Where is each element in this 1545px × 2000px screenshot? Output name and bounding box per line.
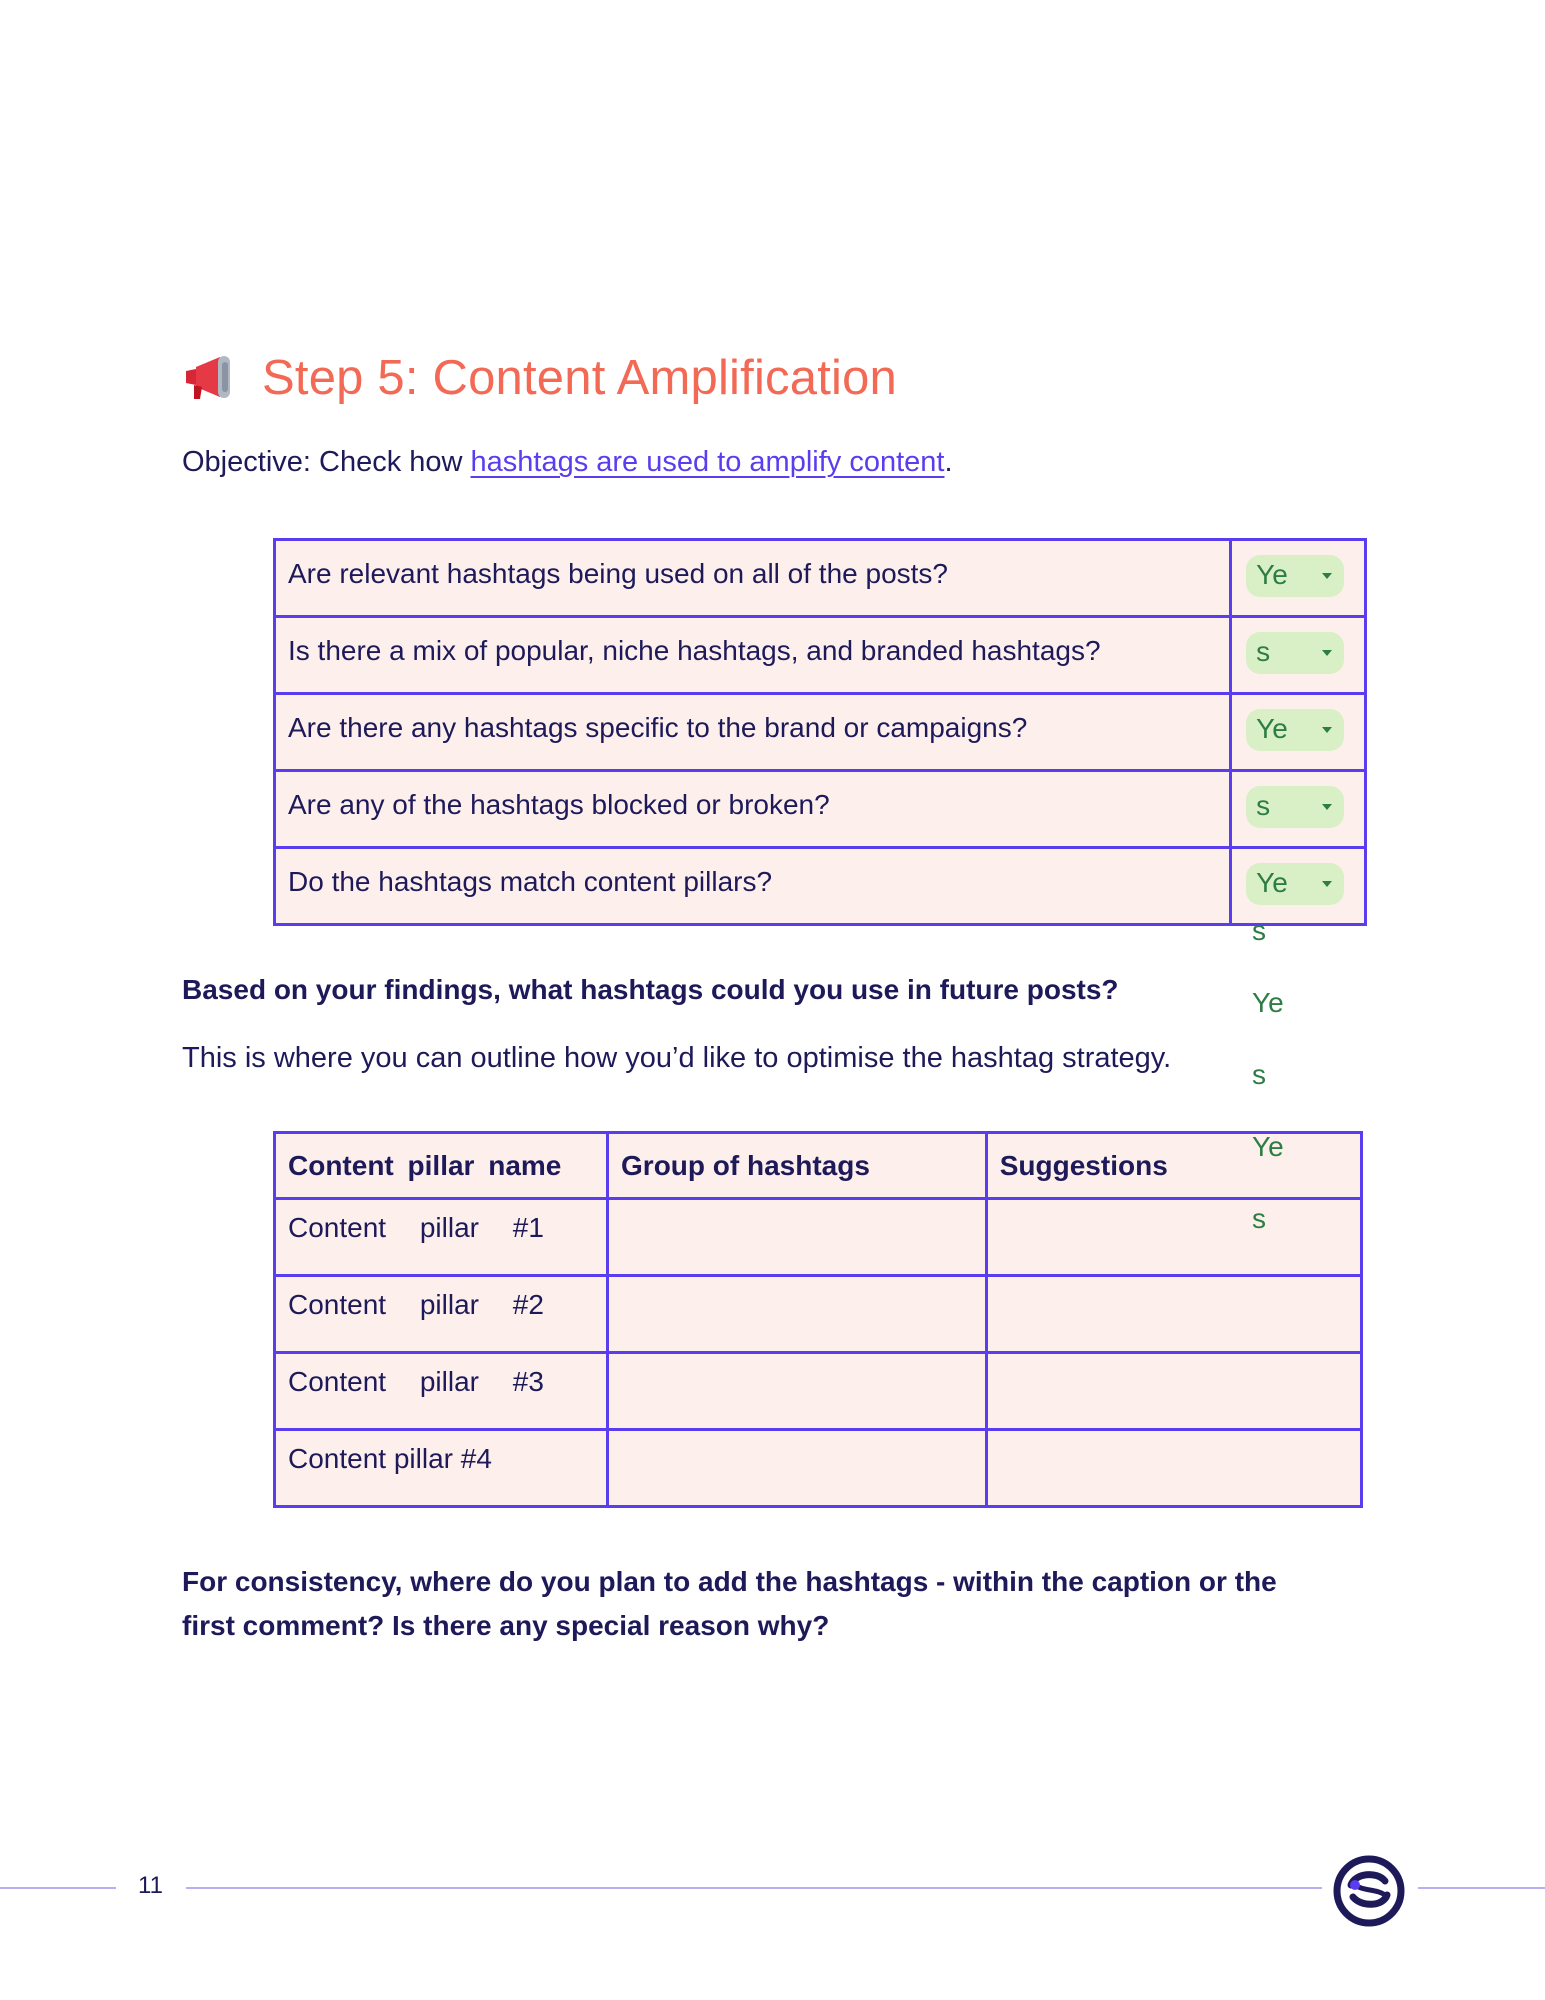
- objective-link[interactable]: hashtags are used to amplify content: [470, 446, 945, 478]
- table-row: [275, 1353, 1362, 1430]
- answer-value: s: [1256, 636, 1271, 667]
- hashtag-group-cell[interactable]: [608, 1353, 987, 1430]
- answer-dropdown[interactable]: [1246, 786, 1344, 828]
- caret-down-icon: [1322, 804, 1332, 810]
- consistency-line-2: first comment? Is there any special reason why?: [182, 1610, 830, 1641]
- checklist-question: Are there any hashtags specific to the brand or campaigns?: [275, 694, 1231, 771]
- pillar-name-cell: Content pillar #3: [275, 1353, 608, 1430]
- hashtag-checklist-table: [273, 538, 1367, 926]
- section-heading: [182, 338, 897, 418]
- suggestions-cell[interactable]: [986, 1353, 1361, 1430]
- suggestions-cell[interactable]: [986, 1276, 1361, 1353]
- table-row: [275, 617, 1366, 694]
- findings-description: This is where you can outline how you’d like to optimise the hashtag strategy.: [182, 1042, 1172, 1074]
- caret-down-icon: [1322, 727, 1332, 733]
- column-header: Content pillar name: [275, 1133, 608, 1199]
- pillar-name-cell: Content pillar #1: [275, 1199, 608, 1276]
- pillar-name-cell: Content pillar #4: [275, 1430, 608, 1507]
- overflow-text: Ye: [1252, 1131, 1284, 1162]
- content-pillars-table: [273, 1131, 1363, 1508]
- suggestions-cell[interactable]: [986, 1430, 1361, 1507]
- column-header: Group of hashtags: [608, 1133, 987, 1199]
- answer-dropdown[interactable]: [1246, 632, 1344, 674]
- checklist-answer-cell: [1231, 617, 1366, 694]
- consistency-question: [182, 1560, 1277, 1648]
- checklist-answer-cell: [1231, 848, 1366, 925]
- hashtag-group-cell[interactable]: [608, 1199, 987, 1276]
- answer-value: Ye: [1256, 867, 1288, 898]
- checklist-question: Are relevant hashtags being used on all of the posts?: [275, 540, 1231, 617]
- checklist-answer-cell: [1231, 694, 1366, 771]
- table-row: [275, 540, 1366, 617]
- table-row: [275, 1430, 1362, 1507]
- caret-down-icon: [1322, 573, 1332, 579]
- table-row: [275, 848, 1366, 925]
- footer-divider: [0, 1887, 116, 1889]
- objective-prefix: Objective: Check how: [182, 446, 471, 478]
- table-row: [275, 694, 1366, 771]
- footer-divider: [186, 1887, 1322, 1889]
- checklist-answer-cell: [1231, 771, 1366, 848]
- objective-line: [182, 446, 953, 479]
- overflow-text: s: [1252, 915, 1266, 946]
- column-header: Suggestions: [986, 1133, 1361, 1199]
- table-row: [275, 1199, 1362, 1276]
- caret-down-icon: [1322, 881, 1332, 887]
- page-number: 11: [138, 1872, 163, 1899]
- suggestions-cell[interactable]: [986, 1199, 1361, 1276]
- page-title: Step 5: Content Amplification: [262, 351, 898, 405]
- checklist-question: Is there a mix of popular, niche hashtags, and branded hashtags?: [275, 617, 1231, 694]
- answer-value: Ye: [1256, 559, 1288, 590]
- hashtag-group-cell[interactable]: [608, 1276, 987, 1353]
- overflow-text: Ye: [1252, 987, 1284, 1018]
- objective-suffix: .: [944, 446, 953, 478]
- checklist-answer-cell: [1231, 540, 1366, 617]
- consistency-line-1: For consistency, where do you plan to add the hashtags - within the caption or the: [182, 1566, 1277, 1597]
- checklist-question: Do the hashtags match content pillars?: [275, 848, 1231, 925]
- findings-question: Based on your findings, what hashtags could you use in future posts?: [182, 974, 1119, 1005]
- checklist-question: Are any of the hashtags blocked or broken?: [275, 771, 1231, 848]
- answer-value: s: [1256, 790, 1271, 821]
- answer-dropdown[interactable]: [1246, 709, 1344, 751]
- overflow-text: s: [1252, 1203, 1266, 1234]
- answer-value: Ye: [1256, 713, 1288, 744]
- brand-logo-icon: [1333, 1855, 1405, 1927]
- table-row: [275, 1276, 1362, 1353]
- table-row: [275, 771, 1366, 848]
- overflow-text: s: [1252, 1059, 1266, 1090]
- pillar-name-cell: Content pillar #2: [275, 1276, 608, 1353]
- megaphone-icon: [182, 353, 238, 403]
- answer-dropdown[interactable]: [1246, 555, 1344, 597]
- hashtag-group-cell[interactable]: [608, 1430, 987, 1507]
- caret-down-icon: [1322, 650, 1332, 656]
- table-header-row: [275, 1133, 1362, 1199]
- footer-divider: [1418, 1887, 1545, 1889]
- answer-dropdown[interactable]: [1246, 863, 1344, 905]
